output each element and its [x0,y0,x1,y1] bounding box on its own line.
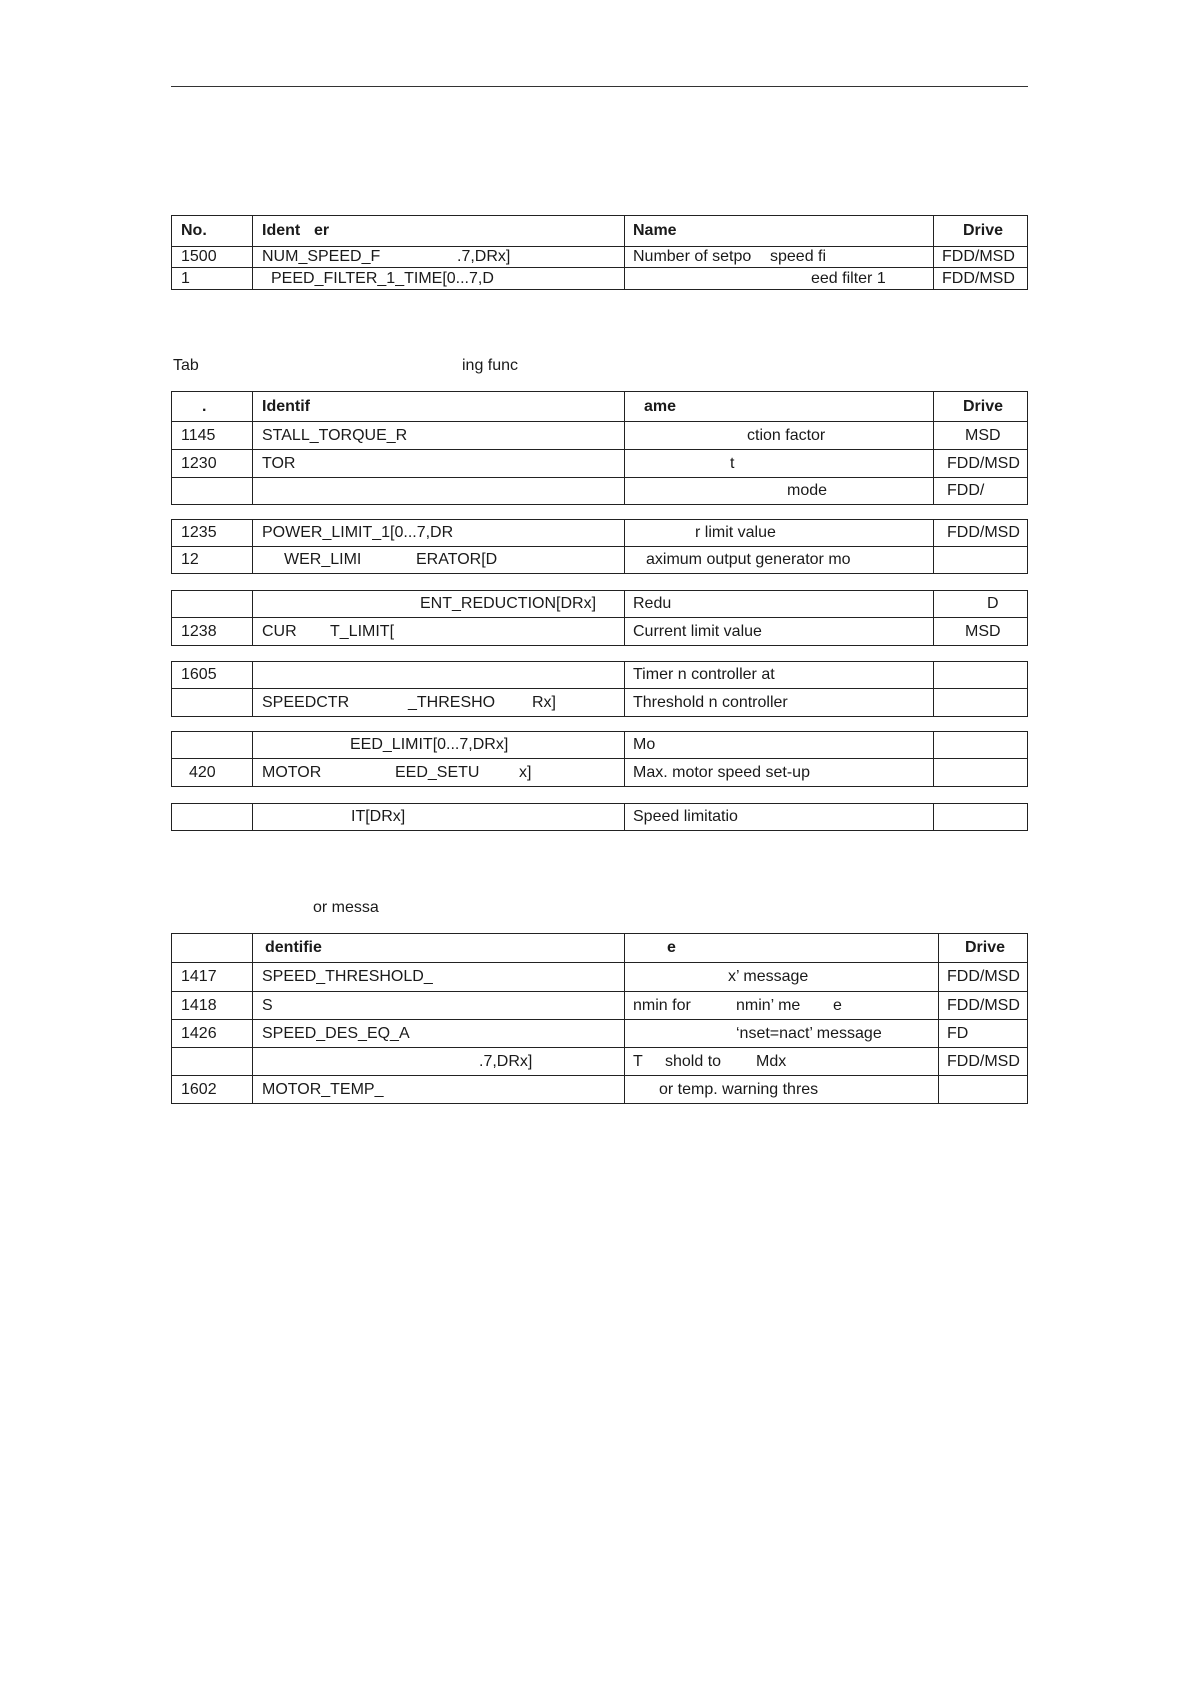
cell-text: FDD/MSD [942,248,1015,265]
cell-identifier [252,268,624,289]
table-caption: or messa [313,899,379,916]
cell-text: Mo [633,736,656,753]
cell-text: 1418 [181,996,217,1014]
cell-text: CUR [262,622,297,640]
cell-no [172,689,252,716]
header-no [172,216,252,246]
cell-identifier [252,732,624,758]
cell-text: SPEED_DES_EQ_A [262,1024,410,1042]
table-row [172,617,1027,645]
table-header-row [172,934,1027,962]
cell-text: _THRESHO [408,693,496,711]
cell-identifier [252,992,624,1019]
cell-identifier [252,422,624,449]
header-no [172,934,252,962]
cell-no [172,268,252,289]
limit-parameter-group [171,519,1028,574]
cell-text: EED_LIMIT[0...7,DRx] [350,736,509,753]
limit-parameter-group [171,661,1028,717]
header-identifier [252,216,624,246]
cell-identifier [252,591,624,617]
cell-text: WER_LIMI [284,551,362,568]
cell-drive [938,992,1027,1019]
cell-text: 1238 [181,622,217,640]
cell-drive [933,732,1027,758]
table-row [172,267,1027,289]
cell-no [172,1048,252,1075]
cell-text: ERATOR[D [416,551,498,568]
cell-name [624,662,933,688]
header-identifier [252,934,624,962]
cell-drive [933,591,1027,617]
table-row [172,1019,1027,1047]
cell-text: 1 [181,269,190,287]
cell-name [624,591,933,617]
cell-drive [933,520,1027,546]
cell-text: e [667,939,676,956]
cell-text: 1235 [181,524,217,541]
cell-text: FDD/ [947,482,985,499]
cell-no [172,591,252,617]
header-name [624,392,933,421]
cell-text: 1605 [181,666,217,683]
table-row [172,991,1027,1019]
table-row [172,520,1027,546]
cell-text: Threshold n controller [633,693,788,711]
cell-text: shold to [665,1052,722,1070]
header-name [624,216,933,246]
cell-text: 12 [181,551,199,568]
cell-name [624,1020,938,1047]
cell-text: 1230 [181,454,217,472]
cell-text: FDD/MSD [947,524,1020,541]
table-header-row [172,392,1027,421]
table-row [172,962,1027,991]
cell-text: ‘nset=nact’ message [736,1024,882,1042]
cell-text: Name [633,222,677,239]
header-identifier [252,392,624,421]
cell-identifier [252,1076,624,1103]
cell-text: EED_SETU [395,763,480,781]
cell-text: mode [787,482,828,499]
cell-no [172,732,252,758]
table-header-row [172,216,1027,246]
cell-text: IT[DRx] [351,808,406,825]
cell-text: Speed limitatio [633,808,738,825]
cell-text: 1602 [181,1080,217,1098]
cell-name [624,547,933,573]
cell-identifier [252,963,624,991]
cell-text: No. [181,222,207,239]
cell-text: T [633,1052,643,1070]
cell-text: Max. motor speed set-up [633,763,810,781]
cell-name [624,804,933,830]
table-row [172,449,1027,477]
table-row [172,732,1027,758]
cell-drive [933,689,1027,716]
cell-text: MSD [965,426,1001,444]
cell-text: nmin for [633,996,691,1014]
cell-name [624,268,933,289]
table-row [172,688,1027,716]
header-name [624,934,938,962]
cell-text: Drive [963,397,1004,415]
cell-text: Identif [262,397,310,415]
cell-name [624,520,933,546]
cell-no [172,759,252,786]
cell-text: MOTOR [262,763,322,781]
cell-identifier [252,1020,624,1047]
table-row [172,421,1027,449]
cell-text: MOTOR_TEMP_ [262,1080,384,1098]
cell-text: or temp. warning thres [659,1080,819,1098]
cell-identifier [252,759,624,786]
cell-text: 420 [189,763,216,781]
cell-identifier [252,478,624,504]
cell-name [624,732,933,758]
cell-identifier [252,618,624,645]
cell-text: MSD [965,622,1001,640]
cell-name [624,422,933,449]
cell-text: 1417 [181,968,217,985]
limit-parameter-table [171,391,1028,505]
cell-identifier [252,450,624,477]
header-drive [938,934,1027,962]
cell-text: Ident [262,222,301,239]
header-no [172,392,252,421]
message-parameter-table [171,933,1028,1104]
limit-parameter-group [171,590,1028,646]
cell-no [172,520,252,546]
cell-text: ENT_REDUCTION[DRx] [420,595,597,612]
cell-name [624,1076,938,1103]
cell-text: PEED_FILTER_1_TIME[0...7,D [271,269,494,287]
cell-text: TOR [262,454,296,472]
table-row [172,804,1027,830]
cell-text: e [833,996,842,1014]
cell-text: Timer n controller at [633,666,775,683]
cell-no [172,963,252,991]
cell-drive [938,1020,1027,1047]
cell-text: aximum output generator mo [646,551,851,568]
cell-drive [933,478,1027,504]
cell-text: nmin’ me [736,996,801,1014]
table-row [172,758,1027,786]
cell-name [624,992,938,1019]
cell-text: STALL_TORQUE_R [262,426,408,444]
cell-identifier [252,662,624,688]
cell-drive [933,759,1027,786]
cell-text: FD [947,1024,969,1042]
cell-drive [933,450,1027,477]
cell-no [172,478,252,504]
header-drive [933,216,1027,246]
cell-text: . [202,397,207,415]
cell-text: t [730,454,735,472]
cell-identifier [252,804,624,830]
cell-text: ame [644,397,677,415]
cell-text: S [262,996,273,1014]
cell-text: .7,DRx] [457,248,511,265]
cell-no [172,662,252,688]
cell-text: SPEEDCTR [262,693,350,711]
cell-text: D [987,595,999,612]
table-row [172,1075,1027,1103]
cell-no [172,450,252,477]
table-row [172,591,1027,617]
table-row [172,662,1027,688]
cell-text: Rx] [532,693,556,711]
cell-text: SPEED_THRESHOLD_ [262,968,433,985]
cell-text: FDD/MSD [942,269,1015,287]
cell-text: ction factor [747,426,826,444]
cell-name [624,963,938,991]
cell-no [172,992,252,1019]
cell-name [624,759,933,786]
cell-text: T_LIMIT[ [330,622,395,640]
cell-drive [938,1048,1027,1075]
table-row [172,1047,1027,1075]
limit-parameter-group [171,803,1028,831]
cell-text: Drive [963,222,1004,239]
cell-text: dentifie [265,939,322,956]
cell-text: .7,DRx] [479,1052,533,1070]
cell-no [172,804,252,830]
table-caption: ing func [462,357,519,374]
cell-drive [933,422,1027,449]
cell-name [624,618,933,645]
cell-text: speed fi [770,248,827,265]
cell-drive [933,247,1027,267]
cell-text: Mdx [756,1052,787,1070]
cell-text: Drive [965,939,1006,956]
table-row [172,246,1027,267]
cell-text: eed filter 1 [811,269,886,287]
cell-drive [938,1076,1027,1103]
cell-drive [933,662,1027,688]
cell-text: FDD/MSD [947,1052,1020,1070]
cell-text: FDD/MSD [947,968,1020,985]
cell-drive [933,547,1027,573]
cell-no [172,1076,252,1103]
limit-parameter-group [171,731,1028,787]
cell-no [172,422,252,449]
cell-text: 1500 [181,248,217,265]
cell-identifier [252,689,624,716]
cell-text: Redu [633,595,672,612]
cell-text: NUM_SPEED_F [262,248,381,265]
cell-name [624,450,933,477]
cell-text: 1145 [181,426,216,444]
cell-drive [933,804,1027,830]
cell-no [172,1020,252,1047]
table-row [172,477,1027,504]
cell-name [624,247,933,267]
header-rule [171,86,1028,87]
cell-name [624,1048,938,1075]
cell-no [172,618,252,645]
cell-text: Number of setpo [633,248,752,265]
cell-text: x] [519,763,532,781]
cell-name [624,689,933,716]
cell-drive [938,963,1027,991]
filter-parameter-table [171,215,1028,290]
table-caption: Tab [173,357,199,374]
cell-identifier [252,520,624,546]
cell-identifier [252,547,624,573]
cell-drive [933,268,1027,289]
cell-text: r limit value [695,524,776,541]
cell-text: POWER_LIMIT_1[0...7,DR [262,524,454,541]
table-row [172,546,1027,573]
cell-text: er [314,222,330,239]
cell-identifier [252,247,624,267]
cell-no [172,247,252,267]
cell-drive [933,618,1027,645]
cell-text: FDD/MSD [947,454,1020,472]
cell-text: Current limit value [633,622,762,640]
cell-text: 1426 [181,1024,217,1042]
cell-text: FDD/MSD [947,996,1020,1014]
header-drive [933,392,1027,421]
cell-name [624,478,933,504]
cell-no [172,547,252,573]
cell-identifier [252,1048,624,1075]
cell-text: x’ message [728,968,809,985]
